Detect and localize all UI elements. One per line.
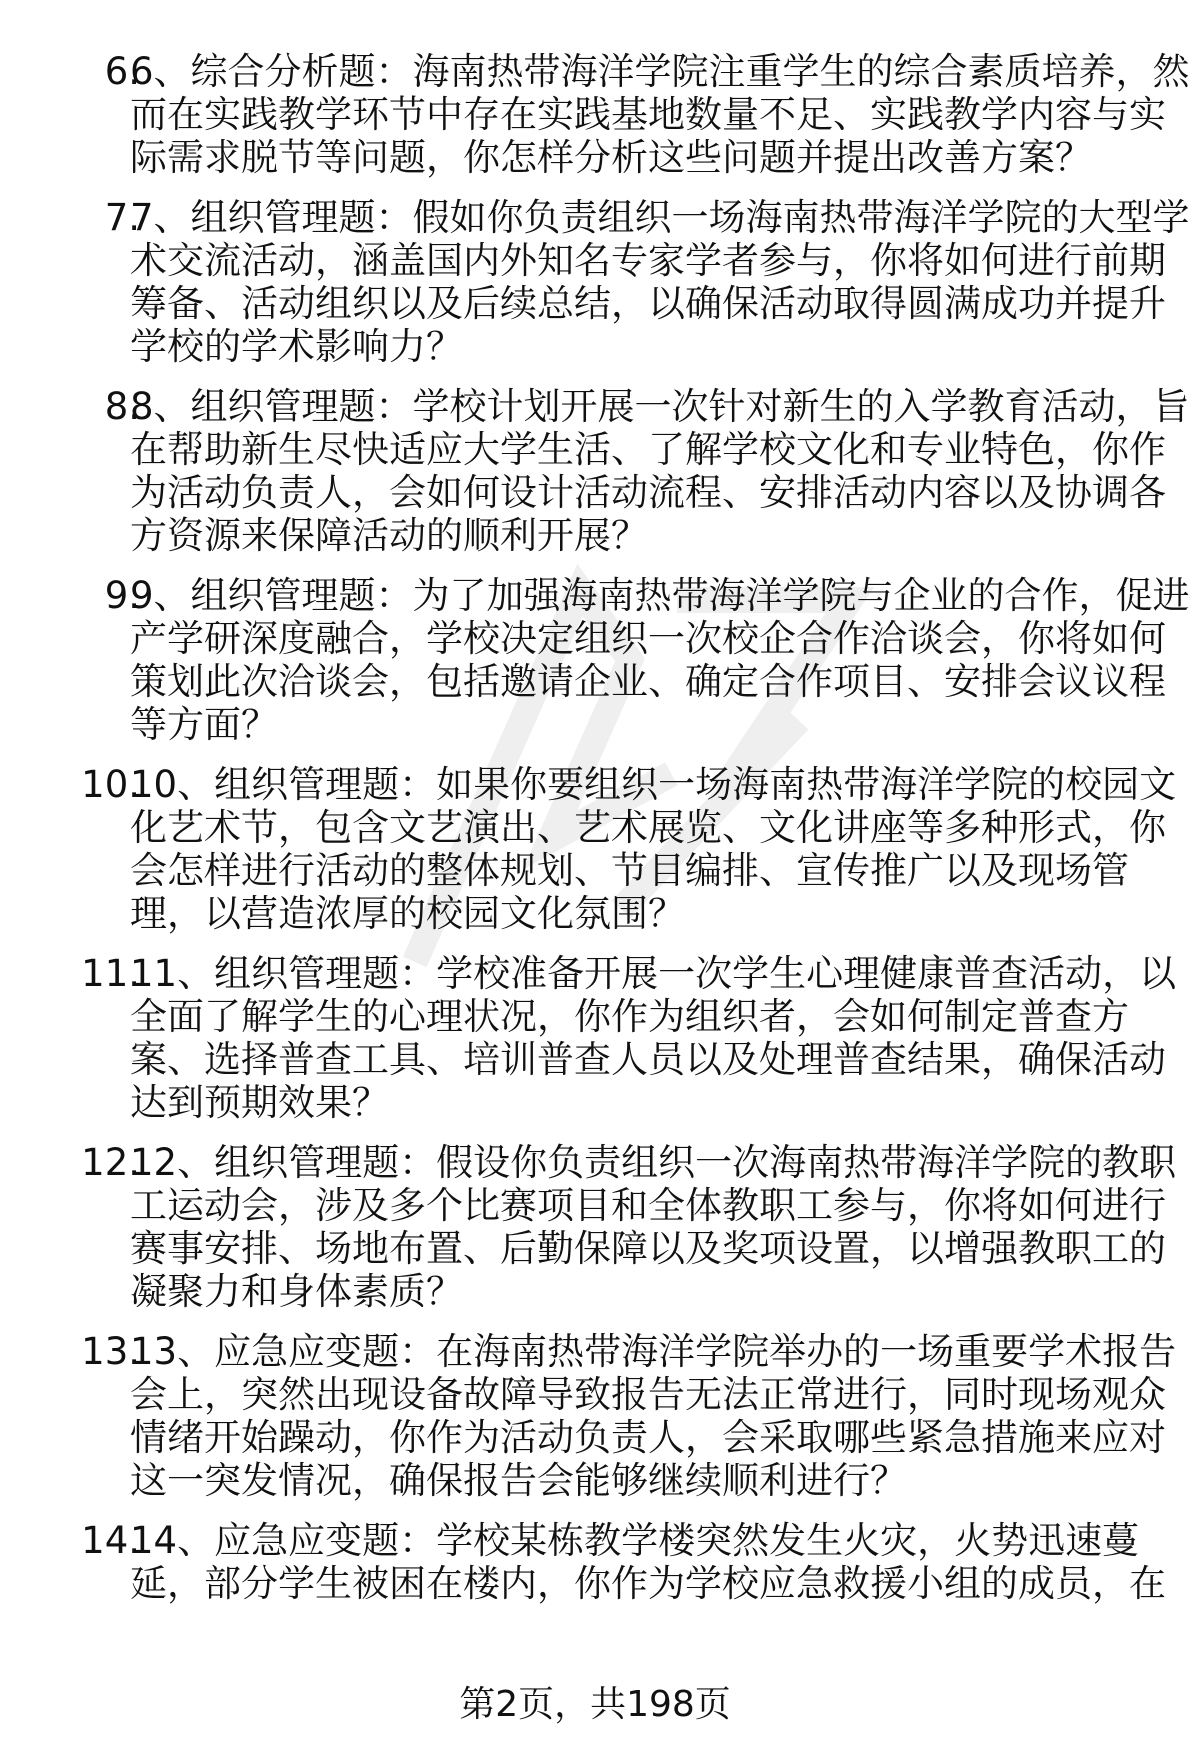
- question-text-line: 达到预期效果？: [130, 1081, 389, 1124]
- item-number: 10.: [81, 763, 140, 806]
- question-text-line: 这一突发情况，确保报告会能够继续顺利进行？: [130, 1459, 907, 1502]
- item-number: 8.: [104, 385, 140, 428]
- question-text-line: 理，以营造浓厚的校园文化氛围？: [130, 892, 685, 935]
- question-text-line: 学校的学术影响力？: [130, 325, 463, 368]
- question-text-line: 等方面？: [130, 703, 278, 746]
- question-item-6: [0, 50, 1190, 179]
- question-text-line: 方资源来保障活动的顺利开展？: [130, 514, 648, 557]
- question-text-line: 14、应急应变题：学校某栋教学楼突然发生火灾，火势迅速蔓: [130, 1519, 1140, 1562]
- question-list: [0, 50, 1190, 1622]
- page-number: 第2页，共198页: [459, 1684, 731, 1725]
- question-text-line: 际需求脱节等问题，你怎样分析这些问题并提出改善方案？: [130, 136, 1092, 179]
- question-item-13: [0, 1330, 1190, 1502]
- question-text-line: 情绪开始躁动，你作为活动负责人，会采取哪些紧急措施来应对: [130, 1416, 1166, 1459]
- question-text-line: 延，部分学生被困在楼内，你作为学校应急救援小组的成员，在: [130, 1562, 1166, 1605]
- question-text-line: 策划此次洽谈会，包括邀请企业、确定合作项目、安排会议议程: [130, 660, 1166, 703]
- item-number: 7.: [104, 196, 140, 239]
- question-text-line: 凝聚力和身体素质？: [130, 1270, 463, 1313]
- question-text-line: 筹备、活动组织以及后续总结，以确保活动取得圆满成功并提升: [130, 282, 1166, 325]
- question-item-12: [0, 1141, 1190, 1313]
- question-text-line: 会上，突然出现设备故障导致报告无法正常进行，同时现场观众: [130, 1373, 1166, 1416]
- question-item-14: [0, 1519, 1190, 1605]
- question-text-line: 13、应急应变题：在海南热带海洋学院举办的一场重要学术报告: [130, 1330, 1177, 1373]
- question-text-line: 而在实践教学环节中存在实践基地数量不足、实践教学内容与实: [130, 93, 1166, 136]
- question-text-line: 术交流活动，涵盖国内外知名专家学者参与，你将如何进行前期: [130, 239, 1166, 282]
- question-text-line: 会怎样进行活动的整体规划、节目编排、宣传推广以及现场管: [130, 849, 1129, 892]
- question-text-line: 在帮助新生尽快适应大学生活、了解学校文化和专业特色，你作: [130, 428, 1166, 471]
- question-text-line: 12、组织管理题：假设你负责组织一次海南热带海洋学院的教职: [130, 1141, 1177, 1184]
- item-number: 9.: [104, 574, 140, 617]
- item-number: 13.: [81, 1330, 140, 1373]
- question-text-line: 化艺术节，包含文艺演出、艺术展览、文化讲座等多种形式，你: [130, 806, 1166, 849]
- question-item-9: [0, 574, 1190, 746]
- question-item-11: [0, 952, 1190, 1124]
- item-number: 6.: [104, 50, 140, 93]
- item-number: 12.: [81, 1141, 140, 1184]
- item-number: 14.: [81, 1519, 140, 1562]
- question-text-line: 赛事安排、场地布置、后勤保障以及奖项设置，以增强教职工的: [130, 1227, 1166, 1270]
- question-text-line: 10、组织管理题：如果你要组织一场海南热带海洋学院的校园文: [130, 763, 1177, 806]
- question-item-7: [0, 196, 1190, 368]
- question-text-line: 6、综合分析题：海南热带海洋学院注重学生的综合素质培养，然: [130, 50, 1190, 93]
- question-text-line: 案、选择普查工具、培训普查人员以及处理普查结果，确保活动: [130, 1038, 1166, 1081]
- question-text-line: 11、组织管理题：学校准备开展一次学生心理健康普查活动，以: [130, 952, 1177, 995]
- item-number: 11.: [81, 952, 140, 995]
- question-text-line: 工运动会，涉及多个比赛项目和全体教职工参与，你将如何进行: [130, 1184, 1166, 1227]
- question-text-line: 产学研深度融合，学校决定组织一次校企合作洽谈会，你将如何: [130, 617, 1166, 660]
- question-text-line: 8、组织管理题：学校计划开展一次针对新生的入学教育活动，旨: [130, 385, 1190, 428]
- question-text-line: 为活动负责人，会如何设计活动流程、安排活动内容以及协调各: [130, 471, 1166, 514]
- question-text-line: 9、组织管理题：为了加强海南热带海洋学院与企业的合作，促进: [130, 574, 1190, 617]
- question-item-8: [0, 385, 1190, 557]
- question-text-line: 全面了解学生的心理状况，你作为组织者，会如何制定普查方: [130, 995, 1129, 1038]
- question-item-10: [0, 763, 1190, 935]
- question-text-line: 7、组织管理题：假如你负责组织一场海南热带海洋学院的大型学: [130, 196, 1190, 239]
